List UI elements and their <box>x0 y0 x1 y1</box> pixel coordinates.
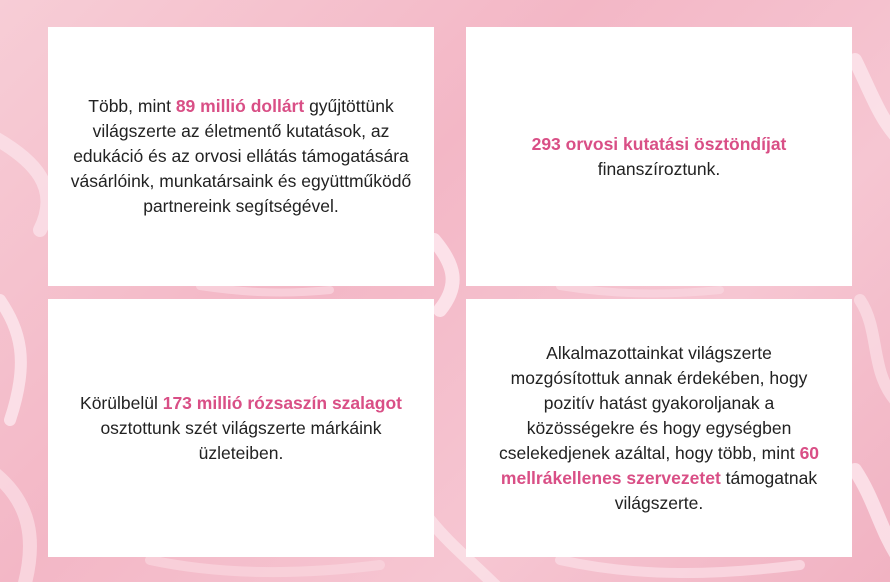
stat-card-organizations <box>466 299 852 557</box>
text-before: Körülbelül <box>80 392 163 413</box>
highlight-organizations: 60 mellrákellenes szervezetet <box>500 442 820 488</box>
stat-card-grants <box>466 27 852 286</box>
highlight-ribbons: 173 millió rózsaszín szalagot <box>162 392 402 413</box>
text-before: Alkalmazottainkat világszerte mozgósítottuk annak érdekében, hogy pozitív hatást gyakoroljanak a közösségekre és hogy egységben cselekedjenek azáltal, hogy több, mint <box>498 342 808 463</box>
stat-card-donations <box>48 27 434 286</box>
text-after: osztottunk szét világszerte márkáink üzleteiben. <box>100 417 382 463</box>
text-after: gyűjtöttünk világszerte az életmentő kutatások, az edukáció és az orvosi ellátás támogatására vásárlóink, munkatársaink és együttműködő partnereink segítségével. <box>70 96 412 216</box>
stat-card-text <box>532 132 787 182</box>
stat-card-ribbons <box>48 299 434 557</box>
highlight-amount: 89 millió dollárt <box>175 96 305 116</box>
text-after: támogatnak világszerte. <box>614 467 818 513</box>
stat-card-text <box>494 341 824 516</box>
highlight-grants: 293 orvosi kutatási ösztöndíjat <box>531 133 787 154</box>
stat-card-text <box>68 391 414 466</box>
text-before: Több, mint <box>88 96 176 116</box>
stat-card-text <box>68 94 414 219</box>
text-after: finanszíroztunk. <box>597 158 721 179</box>
